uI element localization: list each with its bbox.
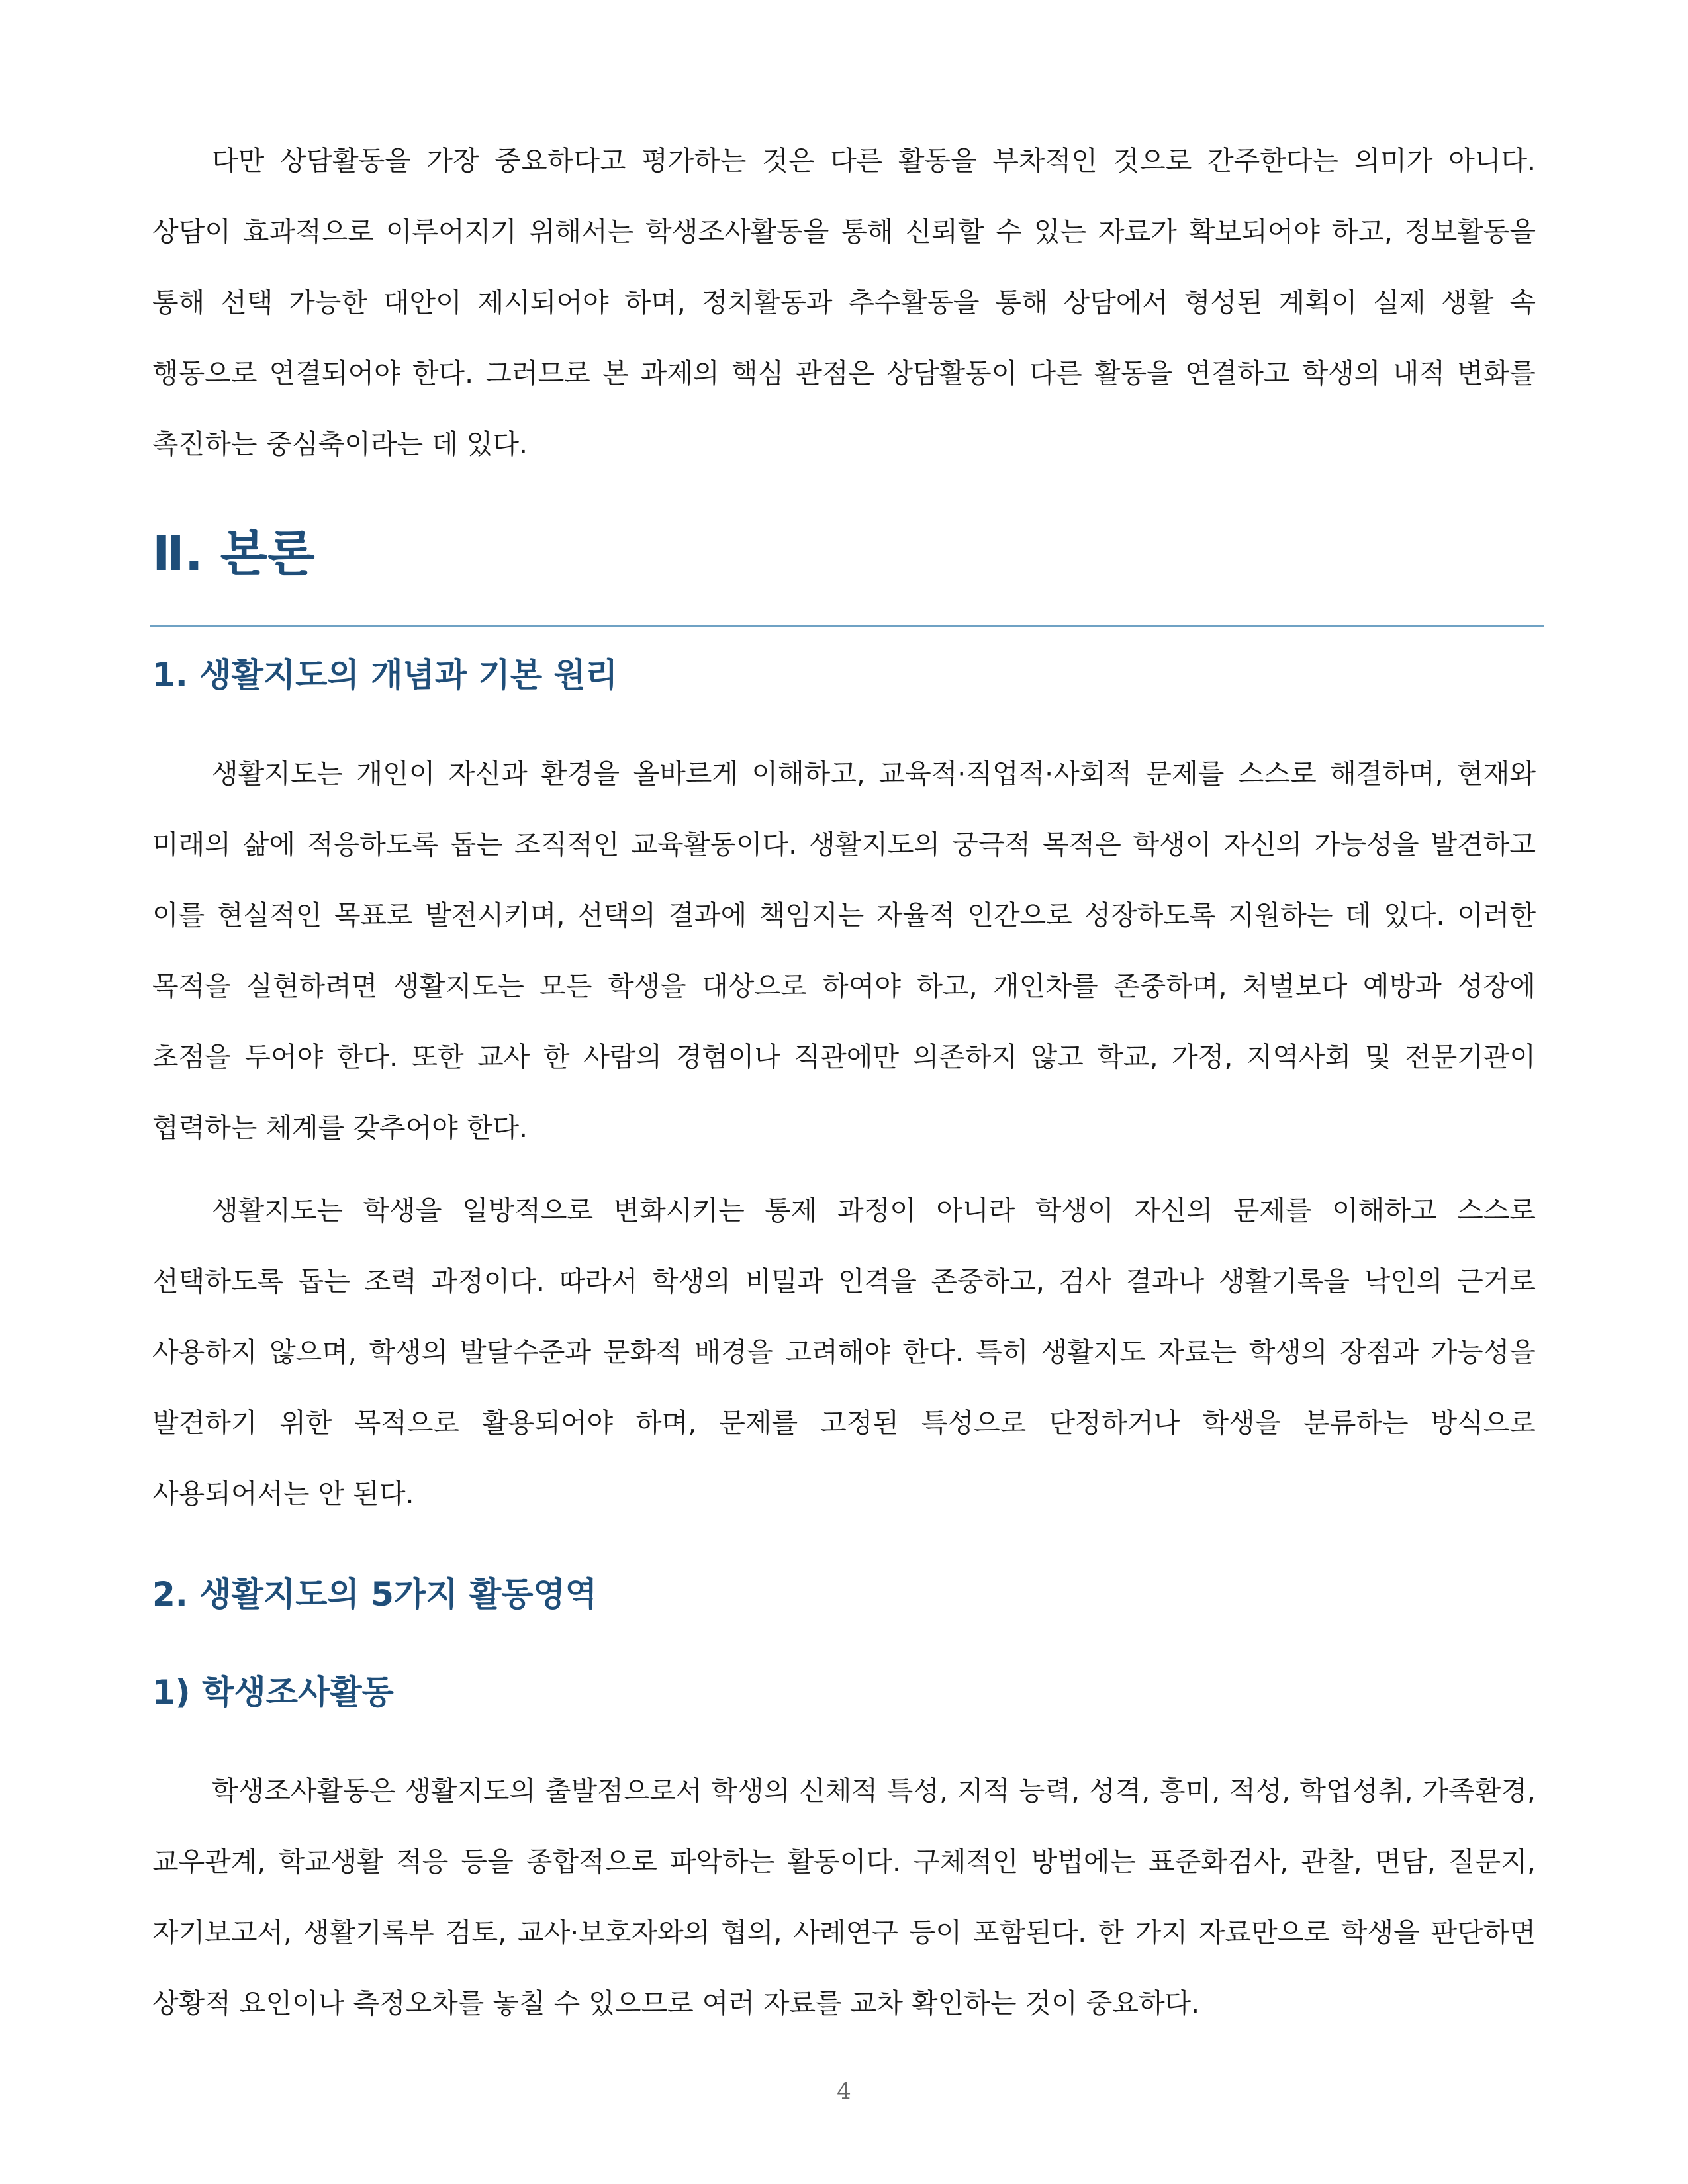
page-number: 4 — [837, 2078, 851, 2105]
intro-paragraph: 다만 상담활동을 가장 중요하다고 평가하는 것은 다른 활동을 부차적인 것으로 간주한다는 의미가 아니다. 상담이 효과적으로 이루어지기 위해서는 학생조사활동을 통해 신뢰할 수 있는 자료가 확보되어야 하고, 정보활동을 통해 선택 가능한 대안이 제시되어야 하며, 정치활동과 추수활동을 통해 상담에서 형성된 계획이 실제 생활 속 행동으로 연결되어야 한다. 그러므로 본 과제의 핵심 관점은 상담활동이 다른 활동을 연결하고 학생의 내적 변화를 촉진하는 중심축이라는 데 있다. — [152, 145, 1536, 460]
heading-divider — [150, 625, 1544, 627]
section-1-paragraph-1: 생활지도는 개인이 자신과 환경을 올바르게 이해하고, 교육적·직업적·사회적 문제를 스스로 해결하며, 현재와 미래의 삶에 적응하도록 돕는 조직적인 교육활동이다. 생활지도의 궁극적 목적은 학생이 자신의 가능성을 발견하고 이를 현실적인 목표로 발전시키며, 선택의 결과에 책임지는 자율적 인간으로 성장하도록 지원하는 데 있다. 이러한 목적을 실현하려면 생활지도는 모든 학생을 대상으로 하여야 하고, 개인차를 존중하며, 처벌보다 예방과 성장에 초점을 두어야 한다. 또한 교사 한 사람의 경험이나 직관에만 의존하지 않고 학교, 가정, 지역사회 및 전문기관이 협력하는 체계를 갖추어야 한다. — [152, 758, 1536, 1144]
subsection-1-paragraph: 학생조사활동은 생활지도의 출발점으로서 학생의 신체적 특성, 지적 능력, 성격, 흥미, 적성, 학업성취, 가족환경, 교우관계, 학교생활 적응 등을 종합적으로 파악하는 활동이다. 구체적인 방법에는 표준화검사, 관찰, 면담, 질문지, 자기보고서, 생활기록부 검토, 교사·보호자와의 협의, 사례연구 등이 포함된다. 한 가지 자료만으로 학생을 판단하면 상황적 요인이나 측정오차를 놓칠 수 있으므로 여러 자료를 교차 확인하는 것이 중요하다. — [152, 1775, 1536, 2019]
subsection-1-title: 1) 학생조사활동 — [152, 1673, 394, 1711]
section-1-title: 1. 생활지도의 개념과 기본 원리 — [152, 656, 618, 694]
chapter-title: Ⅱ. 본론 — [152, 525, 315, 582]
section-1-paragraph-2: 생활지도는 학생을 일방적으로 변화시키는 통제 과정이 아니라 학생이 자신의 문제를 이해하고 스스로 선택하도록 돕는 조력 과정이다. 따라서 학생의 비밀과 인격을 존중하고, 검사 결과나 생활기록을 낙인의 근거로 사용하지 않으며, 학생의 발달수준과 문화적 배경을 고려해야 한다. 특히 생활지도 자료는 학생의 장점과 가능성을 발견하기 위한 목적으로 활용되어야 하며, 문제를 고정된 특성으로 단정하거나 학생을 분류하는 방식으로 사용되어서는 안 된다. — [152, 1195, 1536, 1510]
section-2-title: 2. 생활지도의 5가지 활동영역 — [152, 1575, 598, 1614]
document-page — [152, 126, 1536, 2039]
